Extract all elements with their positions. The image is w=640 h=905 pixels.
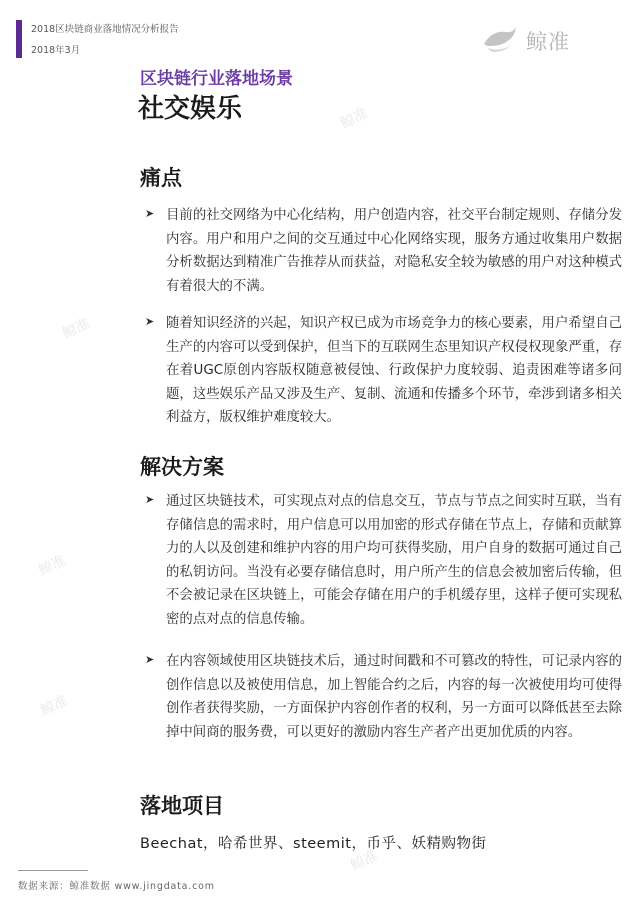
footer-source: 数据来源：鲸准数据 www.jingdata.com <box>18 881 215 892</box>
header-accent-bar <box>16 20 22 58</box>
bullet-arrow-icon: ➤ <box>145 493 155 506</box>
bullet-arrow-icon: ➤ <box>145 207 155 220</box>
watermark: 鲸准 <box>348 847 381 875</box>
projects-list: Beechat，哈希世界、steemit，币乎、妖精购物街 <box>140 836 487 852</box>
section-label: 区块链行业落地场景 <box>140 69 293 89</box>
footer-divider <box>18 870 88 871</box>
bullet-text: 通过区块链技术，可实现点对点的信息交互，节点与节点之间实时互联，当有存储信息的需求时，用户信息可以用加密的形式存储在节点上，存储和贡献算力的人以及创建和维护内容的用户均可获得奖励，用户自身的数据可通过自己的私钥访问。当没有必要存储信息时，用户所产生的信息会被加密后传输，但不会被记录在区块链上，可能会存储在用户的手机缓存里，这样子便可实现私密的点对点的信息传输。 <box>166 494 622 627</box>
watermark: 鲸准 <box>338 105 371 133</box>
watermark: 鲸准 <box>60 315 93 343</box>
bullet-text: 在内容领域使用区块链技术后，通过时间戳和不可篡改的特性，可记录内容的创作信息以及被使用信息，加上智能合约之后，内容的每一次被使用均可使得创作者获得奖励，一方面保护内容创作者的权利，另一方面可以降低甚至去除掉中间商的服务费，可以更好的激励内容生产者产出更加优质的内容。 <box>166 654 622 740</box>
page-title: 社交娱乐 <box>138 94 243 124</box>
brand-name: 鲸准 <box>526 30 570 54</box>
bullet-arrow-icon: ➤ <box>145 653 155 666</box>
projects-heading: 落地项目 <box>140 794 224 818</box>
watermark: 鲸准 <box>38 692 71 720</box>
bullet-text: 随着知识经济的兴起，知识产权已成为市场竞争力的核心要素，用户希望自己生产的内容可以受到保护，但当下的互联网生态里知识产权侵权现象严重，存在着UGC原创内容版权随意被侵蚀、行政保护力度较弱、追责困难等诸多问题，这些娱乐产品又涉及生产、复制、流通和传播多个环节，牵涉到诸多相关利益方，版权维护难度较大。 <box>166 316 622 425</box>
whale-logo-icon <box>482 24 518 54</box>
watermark: 鲸准 <box>36 552 69 580</box>
bullet-arrow-icon: ➤ <box>145 315 155 328</box>
report-title: 2018区块链商业落地情况分析报告 <box>31 24 179 35</box>
bullet-text: 目前的社交网络为中心化结构，用户创造内容，社交平台制定规则、存储分发内容。用户和用户之间的交互通过中心化网络实现，服务方通过收集用户数据分析数据达到精准广告推荐从而获益，对隐私安全较为敏感的用户对这种模式有着很大的不满。 <box>166 208 622 294</box>
brand-logo <box>482 22 602 58</box>
pain-points-heading: 痛点 <box>140 166 182 190</box>
report-date: 2018年3月 <box>31 45 81 56</box>
solutions-heading: 解决方案 <box>140 455 224 479</box>
